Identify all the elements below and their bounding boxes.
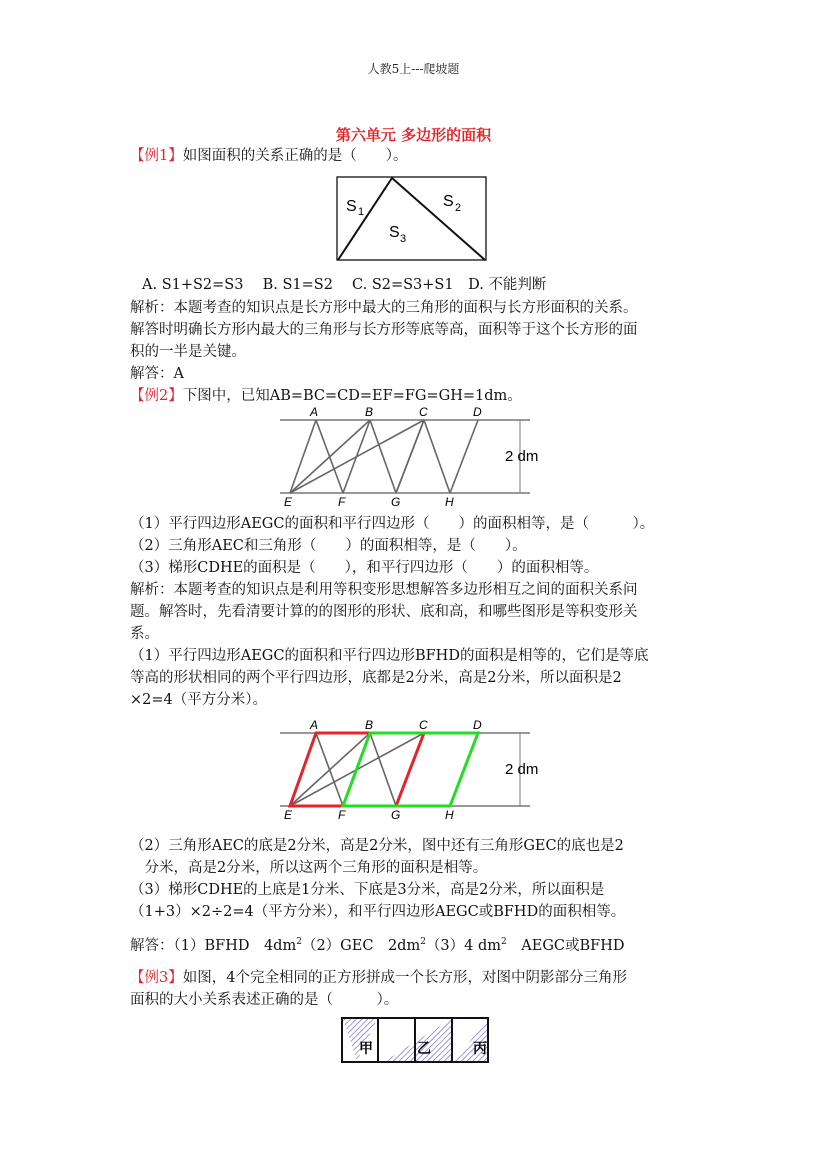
ex2-point-f: F xyxy=(338,495,346,509)
ex2-ans-point-d: D xyxy=(473,718,482,732)
ex3-tag: 【例3】 xyxy=(130,970,183,986)
ex1-label-s3: S xyxy=(389,224,400,241)
ex2-q2: （2）三角形AEC和三角形（ ）的面积相等，是（ ）。 xyxy=(130,538,527,554)
ex2-a2-1: （2）三角形AEC的底是2分米，高是2分米，图中还有三角形GEC的底也是2 xyxy=(130,838,624,854)
ex3-figure xyxy=(341,1017,489,1063)
ex3-line2: 面积的大小关系表述正确的是（ ）。 xyxy=(130,992,399,1008)
page-header: 人教5上---爬坡题 xyxy=(367,62,460,76)
ex2-answer-figure xyxy=(270,716,560,822)
ex1-question: 如图面积的关系正确的是（ ）。 xyxy=(182,148,408,164)
ex2-point-a: A xyxy=(310,405,319,419)
ex2-height-label: 2 dm xyxy=(505,448,539,465)
ex1-figure xyxy=(336,176,488,262)
ex2-a3-2: （1+3）×2÷2=4（平方分米），和平行四边形AEGC或BFHD的面积相等。 xyxy=(130,904,626,920)
ex2-ans-point-b: B xyxy=(365,718,374,732)
ex2-point-d: D xyxy=(473,405,482,419)
ex1-question-line xyxy=(130,146,407,166)
ex2-point-g: G xyxy=(391,495,401,509)
ex2-figure xyxy=(270,404,560,510)
ex1-analysis-1: 解析：本题考查的知识点是长方形中最大的三角形的面积与长方形面积的关系。 xyxy=(130,300,638,316)
ex2-point-h: H xyxy=(445,495,454,509)
ex1-triangle xyxy=(338,178,485,260)
ex2-analysis-2: 题。解答时，先看清要计算的的图形的形状、底和高，和哪些图形是等积变形关 xyxy=(130,604,638,620)
ex2-point-e: E xyxy=(284,495,293,509)
ex2-ans-point-f: F xyxy=(338,808,346,822)
page-title: 第六单元 多边形的面积 xyxy=(335,126,492,144)
ex3-cell-jia: 甲 xyxy=(359,1040,373,1056)
ex2-question-line xyxy=(130,386,522,406)
ex2-a2-2: 分米，高是2分米，所以这两个三角形的面积是相等。 xyxy=(130,860,488,876)
ex3-question-line xyxy=(130,968,627,988)
ex2-answer: 解答：（1）BFHD $4dm^2(2)GEC$ $2dm^2(3)4$ $dm^2$ AEGC或BFHD xyxy=(130,937,625,954)
ex1-tag: 【例1】 xyxy=(130,148,183,164)
ex2-a3-1: （3）梯形CDHE的上底是1分米、下底是3分米，高是2分米，所以面积是 xyxy=(130,882,605,898)
ex3-cell-yi: 乙 xyxy=(417,1040,431,1056)
ex2-ans-point-h: H xyxy=(445,808,454,822)
ex2-question: 下图中，已知AB=BC=CD=EF=FG=GH=1dm。 xyxy=(182,388,522,404)
ex1-label-s1-sub: 1 xyxy=(358,206,365,218)
ex1-label-s1: S xyxy=(346,198,357,215)
ex2-analysis-1: 解析：本题考查的知识点是利用等积变形思想解答多边形相互之间的面积关系问 xyxy=(130,582,638,598)
ex1-answer: 解答：A xyxy=(130,366,184,382)
ex3-line1: 如图，4个完全相同的正方形拼成一个长方形，对图中阴影部分三角形 xyxy=(182,970,627,986)
ex2-ans-point-g: G xyxy=(391,808,401,822)
ex2-q1: （1）平行四边形AEGC的面积和平行四边形（ ）的面积相等，是（ ）。 xyxy=(130,516,655,532)
ex1-analysis-3: 积的一半是关键。 xyxy=(130,344,246,360)
ex2-ans-point-c: C xyxy=(419,718,428,732)
ex2-a1-3: ×2=4（平方分米）。 xyxy=(130,692,267,708)
ex2-a1-1: （1）平行四边形AEGC的面积和平行四边形BFHD的面积是相等的，它们是等底 xyxy=(130,648,649,664)
ex2-ans-point-e: E xyxy=(284,808,293,822)
ex2-ans-height-label: 2 dm xyxy=(505,761,539,778)
ex2-tag: 【例2】 xyxy=(130,388,183,404)
ex2-point-c: C xyxy=(419,405,428,419)
ex1-options: A. S1+S2=S3 B. S1=S2 C. S2=S3+S1 D. 不能判断 xyxy=(142,277,547,293)
ex1-analysis-2: 解答时明确长方形内最大的三角形与长方形等底等高，面积等于这个长方形的面 xyxy=(130,322,638,338)
ex1-label-s3-sub: 3 xyxy=(400,233,407,245)
ex2-point-b: B xyxy=(365,405,374,419)
ex2-q3: （3）梯形CDHE的面积是（ ），和平行四边形（ ）的面积相等。 xyxy=(130,560,599,576)
ex1-label-s2: S xyxy=(443,193,454,210)
ex2-analysis-3: 系。 xyxy=(130,626,159,642)
ex2-a1-2: 等高的形状相同的两个平行四边形，底都是2分米，高是2分米，所以面积是2 xyxy=(130,670,622,686)
ex1-rectangle xyxy=(337,177,486,260)
ex3-cell-bing: 丙 xyxy=(473,1040,487,1056)
ex2-ans-point-a: A xyxy=(310,718,319,732)
ex1-label-s2-sub: 2 xyxy=(455,202,462,214)
